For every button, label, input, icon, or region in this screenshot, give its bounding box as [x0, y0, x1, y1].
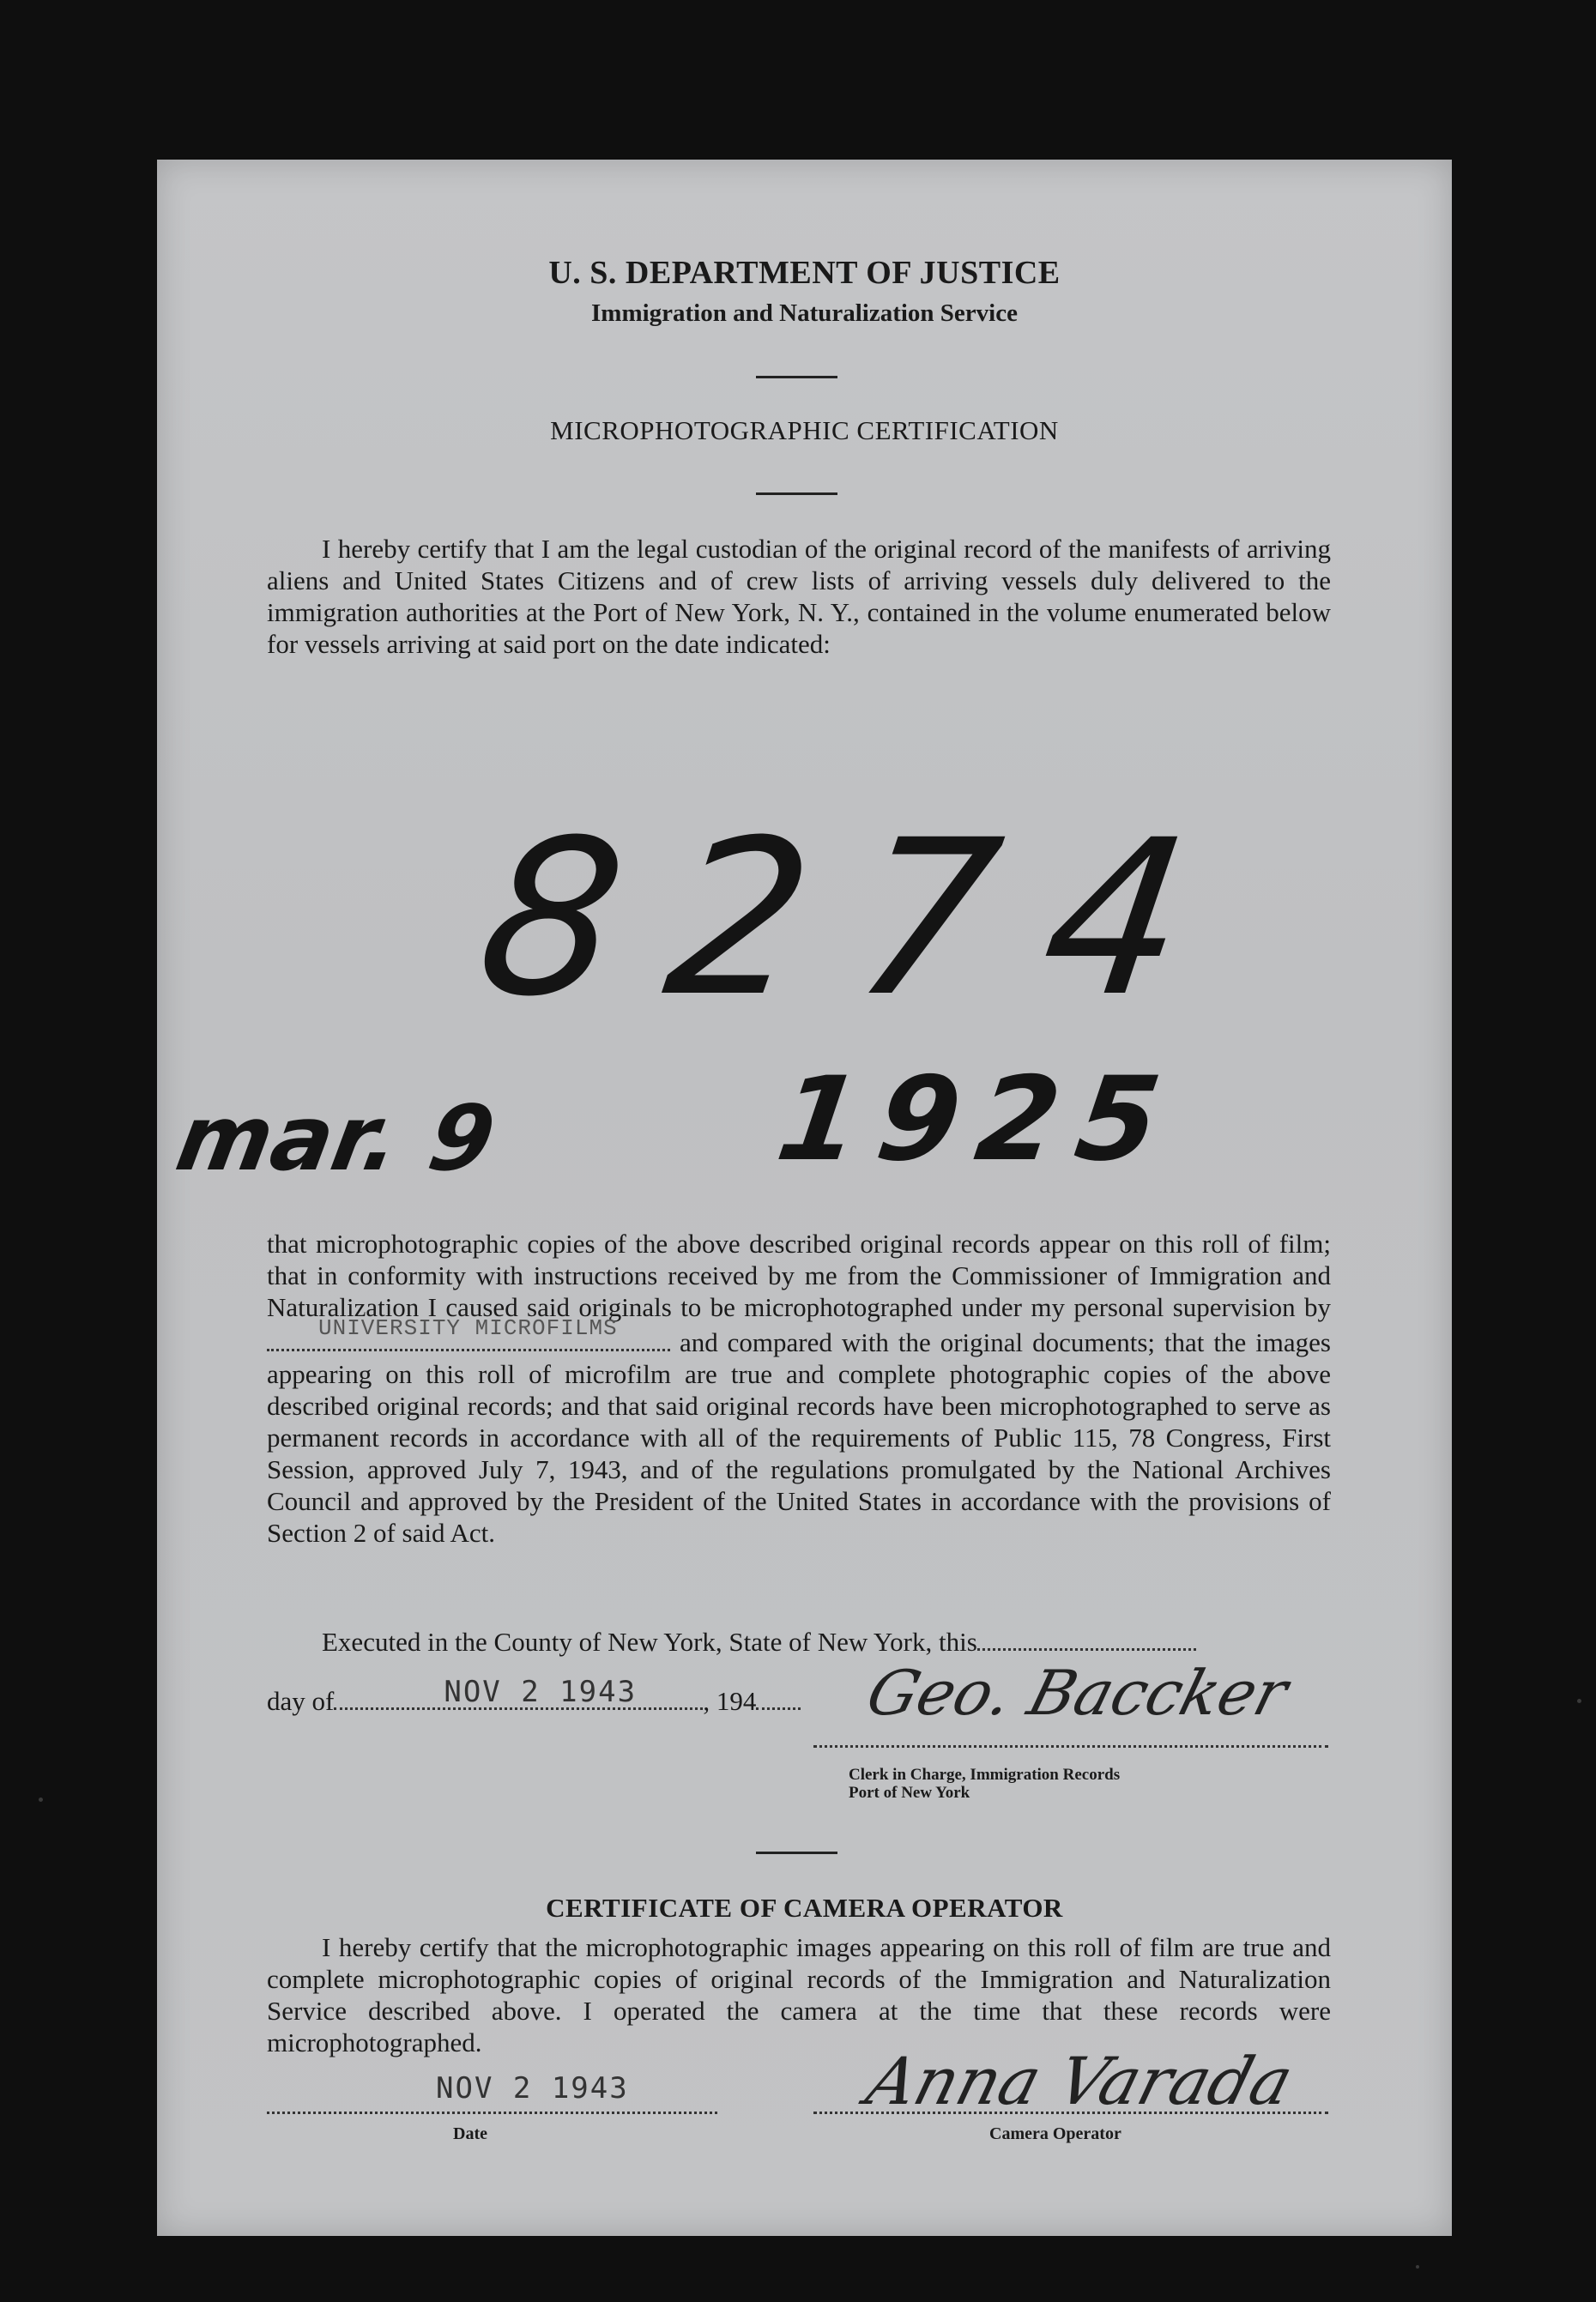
- clerk-title-line2: Port of New York: [849, 1784, 970, 1802]
- clerk-signature: Geo. Baccker: [859, 1657, 1296, 1729]
- handwritten-year: 1925: [769, 1052, 1187, 1187]
- year-suffix: , 194: [703, 1686, 757, 1716]
- operator-signature: Anna Varada: [859, 2043, 1302, 2119]
- handwritten-volume-number: 8274: [465, 794, 1253, 1043]
- operator-stamped-date: NOV 2 1943: [436, 2071, 629, 2106]
- clerk-title-line1: Clerk in Charge, Immigration Records: [849, 1766, 1121, 1784]
- clerk-signature-line: [813, 1745, 1328, 1748]
- intro-paragraph: I hereby certify that I am the legal custodian of the original record of the manifests of arriving aliens and United States Citizens and of crew lists of arriving vessels duly delivered to the immigration authorities at the Port of New York, N. Y., contained in the volume enumerated below for vessels arriving at said port on the date indicated:: [267, 534, 1331, 659]
- photographer-field: [267, 1315, 670, 1351]
- body-paragraph: [267, 1228, 1331, 1549]
- day-of-label: day of: [267, 1686, 335, 1716]
- handwritten-month-day: mar. 9: [169, 1086, 503, 1191]
- date-label: Date: [453, 2124, 487, 2143]
- date-signature-line: [267, 2112, 717, 2114]
- clerk-title: [849, 1766, 1120, 1802]
- divider: [756, 1852, 837, 1854]
- camera-operator-paragraph: I hereby certify that the microphotographic images appearing on this roll of film are true and complete microphotographic copies of original records of the Immigration and Naturalization Service described above. I operated the camera at the time that these records were microphotographed.: [267, 1932, 1331, 2057]
- divider: [756, 376, 837, 378]
- executed-line: [322, 1627, 1196, 1658]
- year-blank: [756, 1687, 801, 1710]
- day-blank: [977, 1628, 1196, 1651]
- agency-heading: U. S. DEPARTMENT OF JUSTICE: [548, 255, 1061, 291]
- operator-signature-line: [813, 2112, 1328, 2114]
- handwritten-arrival-date: [157, 1018, 1452, 1215]
- photographer-name: UNIVERSITY MICROFILMS: [318, 1315, 618, 1341]
- day-of-line: [267, 1675, 801, 1717]
- executed-text: Executed in the County of New York, State of New York, this: [322, 1627, 977, 1657]
- certification-title: MICROPHOTOGRAPHIC CERTIFICATION: [550, 415, 1059, 445]
- camera-operator-label: Camera Operator: [989, 2124, 1121, 2143]
- body-text-part1: that microphotographic copies of the above described original records appear on this roll of film; that in conformity with instructions received by me from the Commissioner of Immigration and Naturalization I caused said originals to be microphotographed under my personal supervision by: [267, 1229, 1331, 1322]
- certification-sheet: [157, 160, 1452, 2236]
- camera-operator-certificate-title: CERTIFICATE OF CAMERA OPERATOR: [546, 1893, 1063, 1923]
- stamped-date: NOV 2 1943: [444, 1675, 638, 1709]
- service-subheading: Immigration and Naturalization Service: [591, 299, 1018, 327]
- divider: [756, 492, 837, 495]
- date-field: [334, 1675, 703, 1710]
- body-text-part2: and compared with the original documents; that the images appearing on this roll of microfilm are true and complete photographic copies of the above described original records; and that said original records have been microphotographed to serve as permanent records in accordance with all of the requirements of Public 115, 78 Congress, First Session, approved July 7, 1943, and of the regulations promulgated by the National Archives Council and approved by the President of the United States in accordance with the provisions of Section 2 of said Act.: [267, 1327, 1332, 1548]
